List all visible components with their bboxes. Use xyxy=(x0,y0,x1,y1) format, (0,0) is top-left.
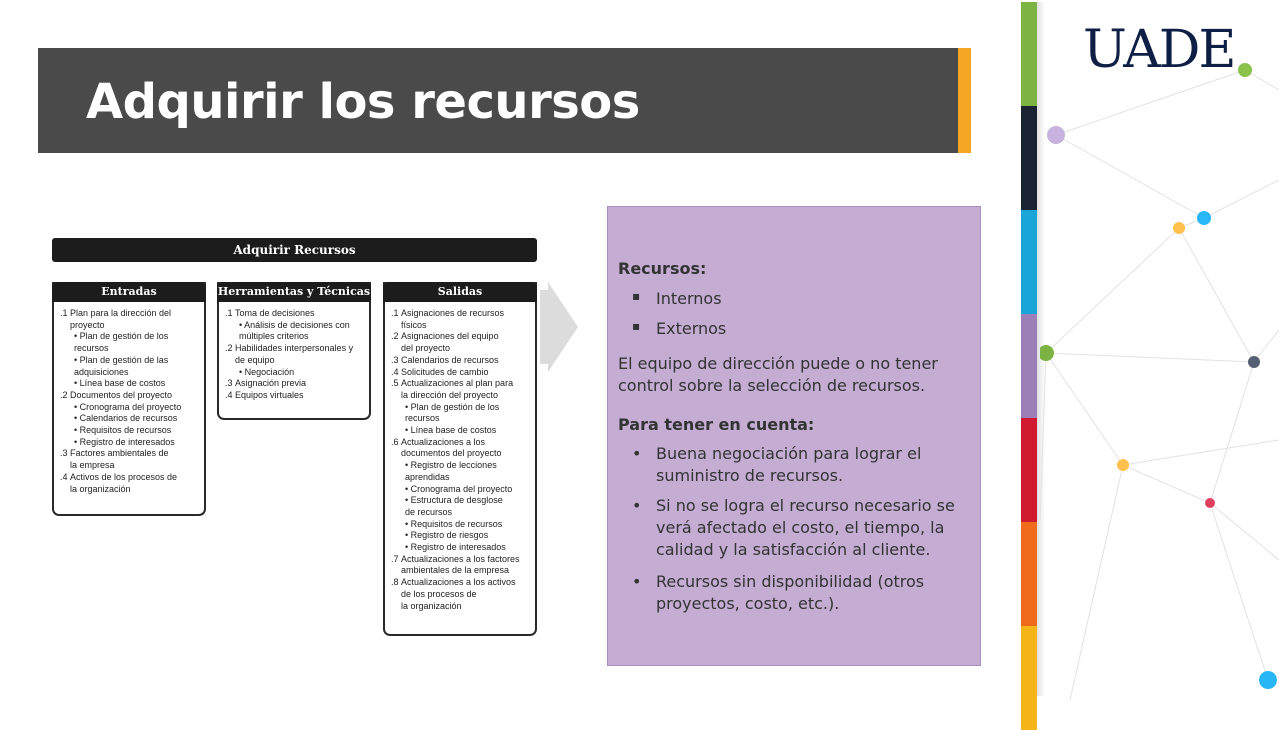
color-strip xyxy=(1021,2,1037,696)
flow-arrow-icon xyxy=(540,282,580,372)
inputs-item: • Plan de gestión de los xyxy=(74,331,169,342)
outputs-item: .8 Actualizaciones a los activos xyxy=(391,577,516,588)
slide-title: Adquirir los recursos xyxy=(86,74,640,130)
outputs-item: .3 Calendarios de recursos xyxy=(391,354,499,365)
tools-column-title: Herramientas y Técnicas xyxy=(217,282,371,302)
strip-segment xyxy=(1021,626,1037,730)
diagram-header: Adquirir Recursos xyxy=(52,238,537,262)
inputs-item: .3 Factores ambientales de xyxy=(60,448,169,459)
inputs-item: • Requisitos de recursos xyxy=(74,425,172,436)
tener-heading: Para tener en cuenta: xyxy=(618,415,815,434)
uade-logo: UADE xyxy=(1083,20,1235,80)
outputs-item: aprendidas xyxy=(405,471,450,482)
outputs-list xyxy=(385,308,535,612)
outputs-item: .5 Actualizaciones al plan para xyxy=(391,378,514,389)
info-box xyxy=(607,206,981,666)
outputs-item: .2 Asignaciones del equipo xyxy=(391,331,499,342)
tener-item: • Recursos sin disponibilidad (otros proyectos, costo, etc.). xyxy=(632,571,972,615)
outputs-item: .7 Actualizaciones a los factores xyxy=(391,553,520,564)
strip-segment xyxy=(1021,210,1037,314)
title-accent xyxy=(958,48,971,153)
inputs-list xyxy=(54,308,204,495)
outputs-item: • Registro de lecciones xyxy=(405,460,497,471)
inputs-item: .2 Documentos del proyecto xyxy=(60,389,173,400)
inputs-item: • Calendarios de recursos xyxy=(74,413,178,424)
outputs-item: • Línea base de costos xyxy=(405,425,497,436)
outputs-item: • Estructura de desglose xyxy=(405,495,503,506)
inputs-item: proyecto xyxy=(70,319,105,330)
outputs-item: .1 Asignaciones de recursos xyxy=(391,308,505,318)
tener-item: • Si no se logra el recurso necesario se verá afectado el costo, el tiempo, la calidad y la satisfacción al cliente. xyxy=(632,495,972,561)
tools-item: de equipo xyxy=(235,354,275,365)
outputs-item: de los procesos de xyxy=(401,588,477,599)
strip-segment xyxy=(1021,522,1037,626)
inputs-item: .1 Plan para la dirección del xyxy=(60,308,172,318)
outputs-item: • Requisitos de recursos xyxy=(405,518,503,529)
outputs-item: • Registro de riesgos xyxy=(405,530,489,541)
strip-segment xyxy=(1021,418,1037,522)
recursos-heading: Recursos: xyxy=(618,259,707,278)
inputs-item: • Línea base de costos xyxy=(74,378,166,389)
strip-segment xyxy=(1021,2,1037,106)
tools-item: .2 Habilidades interpersonales y xyxy=(225,343,354,354)
inputs-item: • Registro de interesados xyxy=(74,436,175,447)
tools-column xyxy=(217,282,371,420)
control-paragraph: El equipo de dirección puede o no tener control sobre la selección de recursos. xyxy=(618,354,938,395)
strip-segment xyxy=(1021,314,1037,418)
network-decoration-icon xyxy=(1040,0,1279,720)
process-diagram xyxy=(50,236,580,636)
recursos-item: ▪ Internos xyxy=(632,289,722,308)
tener-item: • Buena negociación para lograr el suministro de recursos. xyxy=(632,443,972,487)
outputs-item: • Registro de interesados xyxy=(405,542,506,553)
inputs-item: recursos xyxy=(74,343,109,354)
inputs-item: • Cronograma del proyecto xyxy=(74,401,182,412)
tools-item: .3 Asignación previa xyxy=(225,378,307,389)
inputs-column xyxy=(52,282,206,516)
outputs-column-title: Salidas xyxy=(383,282,537,302)
tools-item: .4 Equipos virtuales xyxy=(225,389,304,400)
inputs-item: la organización xyxy=(70,483,131,494)
outputs-item: • Cronograma del proyecto xyxy=(405,483,513,494)
inputs-item: adquisiciones xyxy=(74,366,129,377)
outputs-item: de recursos xyxy=(405,506,453,517)
outputs-item: ambientales de la empresa xyxy=(401,565,510,576)
outputs-item: .4 Solicitudes de cambio xyxy=(391,366,489,377)
tools-item: .1 Toma de decisiones xyxy=(225,308,315,318)
recursos-item: ▪ Externos xyxy=(632,319,726,338)
outputs-item: físicos xyxy=(401,319,427,330)
tools-item: múltiples criterios xyxy=(239,331,309,342)
outputs-item: documentos del proyecto xyxy=(401,448,502,459)
tools-item: • Análisis de decisiones con xyxy=(239,319,350,330)
inputs-item: .4 Activos de los procesos de xyxy=(60,471,178,482)
outputs-item: • Plan de gestión de los xyxy=(405,401,500,412)
outputs-column xyxy=(383,282,537,636)
inputs-item: • Plan de gestión de las xyxy=(74,354,169,365)
inputs-column-title: Entradas xyxy=(52,282,206,302)
outputs-item: la organización xyxy=(401,600,462,611)
outputs-item: .6 Actualizaciones a los xyxy=(391,436,486,447)
tools-list xyxy=(219,308,369,402)
strip-segment xyxy=(1021,106,1037,210)
tools-item: • Negociación xyxy=(239,366,295,377)
outputs-item: la dirección del proyecto xyxy=(401,389,499,400)
outputs-item: recursos xyxy=(405,413,440,424)
outputs-item: del proyecto xyxy=(401,343,451,354)
inputs-item: la empresa xyxy=(70,460,115,471)
